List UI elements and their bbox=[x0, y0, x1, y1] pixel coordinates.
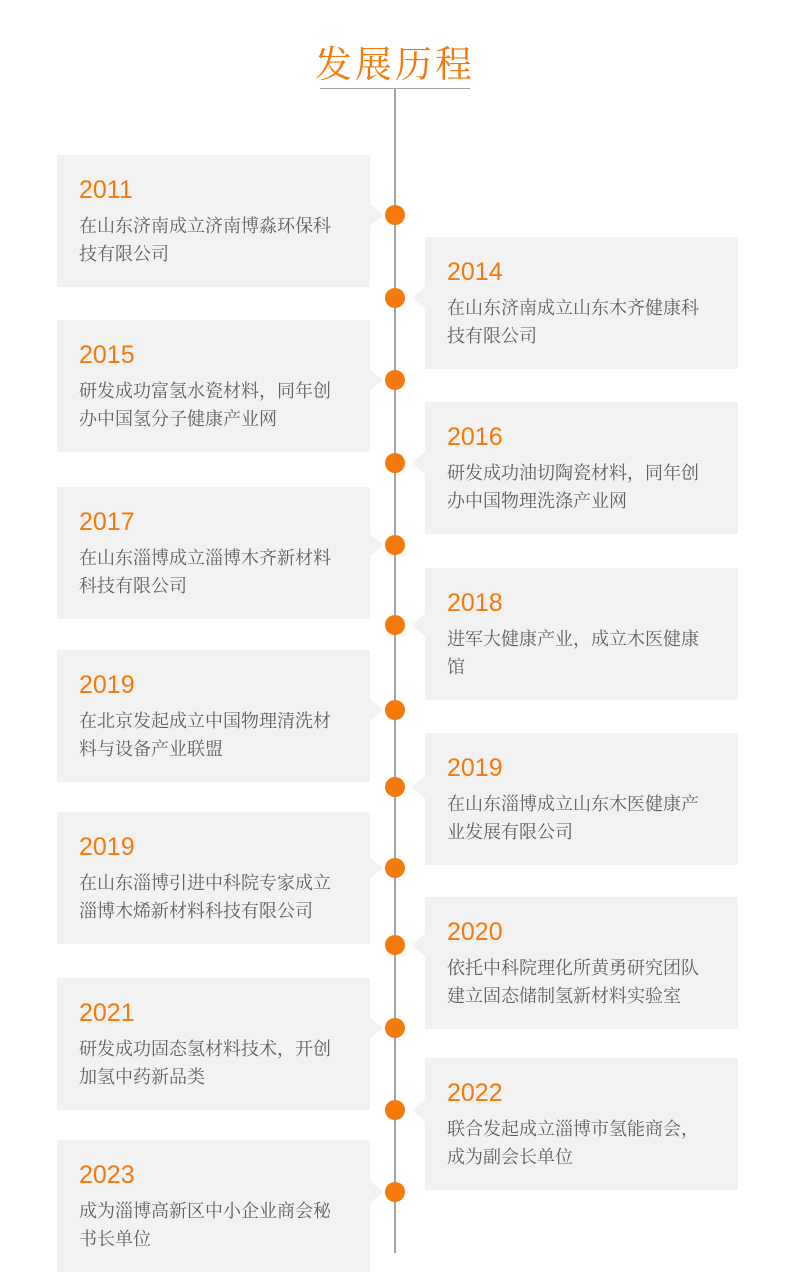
timeline-dot bbox=[385, 535, 405, 555]
timeline-card-2019-left bbox=[57, 650, 370, 782]
card-arrow-pointer bbox=[412, 287, 425, 309]
timeline-card-2016-right bbox=[425, 402, 738, 534]
timeline-dot bbox=[385, 1100, 405, 1120]
timeline-axis bbox=[394, 88, 396, 1253]
timeline-event-text: 在山东淄博成立淄博木齐新材料科技有限公司 bbox=[79, 548, 331, 596]
timeline-year-label: 2020 bbox=[447, 918, 503, 946]
timeline-event-text: 成为淄博高新区中小企业商会秘书长单位 bbox=[79, 1201, 331, 1249]
timeline-event-text: 进军大健康产业，成立木医健康馆 bbox=[447, 629, 699, 677]
card-arrow-pointer bbox=[412, 1099, 425, 1121]
timeline-card-2015-left bbox=[57, 320, 370, 452]
timeline-card-2022-right bbox=[425, 1058, 738, 1190]
card-arrow-pointer bbox=[370, 534, 383, 556]
timeline-event-text: 依托中科院理化所黄勇研究团队建立固态储制氢新材料实验室 bbox=[447, 958, 699, 1006]
timeline-dot bbox=[385, 777, 405, 797]
timeline-event-text: 在山东淄博引进中科院专家成立淄博木烯新材料科技有限公司 bbox=[79, 873, 331, 921]
timeline-year-label: 2014 bbox=[447, 258, 503, 286]
card-arrow-pointer bbox=[412, 934, 425, 956]
timeline-dot bbox=[385, 288, 405, 308]
timeline-card-2011-left bbox=[57, 155, 370, 287]
timeline-year-label: 2016 bbox=[447, 423, 503, 451]
timeline-year-label: 2019 bbox=[447, 754, 503, 782]
card-arrow-pointer bbox=[412, 776, 425, 798]
timeline-year-label: 2019 bbox=[79, 833, 135, 861]
card-arrow-pointer bbox=[412, 452, 425, 474]
timeline-dot bbox=[385, 1018, 405, 1038]
timeline-card-2023-left bbox=[57, 1140, 370, 1272]
timeline-card-2014-right bbox=[425, 237, 738, 369]
card-arrow-pointer bbox=[370, 699, 383, 721]
timeline-year-label: 2017 bbox=[79, 508, 135, 536]
card-arrow-pointer bbox=[370, 369, 383, 391]
timeline-dot bbox=[385, 935, 405, 955]
timeline-event-text: 联合发起成立淄博市氢能商会，成为副会长单位 bbox=[447, 1119, 699, 1167]
timeline-event-text: 研发成功固态氢材料技术，开创加氢中药新品类 bbox=[79, 1039, 331, 1087]
timeline-dot bbox=[385, 700, 405, 720]
timeline-card-2019-left bbox=[57, 812, 370, 944]
timeline-year-label: 2011 bbox=[79, 176, 133, 204]
timeline-dot bbox=[385, 615, 405, 635]
timeline-event-text: 在山东济南成立济南博淼环保科技有限公司 bbox=[79, 216, 331, 264]
timeline-year-label: 2023 bbox=[79, 1161, 135, 1189]
timeline-dot bbox=[385, 858, 405, 878]
card-arrow-pointer bbox=[370, 857, 383, 879]
page-title: 发展历程 bbox=[315, 44, 475, 85]
timeline-card-2021-left bbox=[57, 978, 370, 1110]
timeline-card-2020-right bbox=[425, 897, 738, 1029]
timeline-dot bbox=[385, 370, 405, 390]
timeline-card-2018-right bbox=[425, 568, 738, 700]
timeline-year-label: 2019 bbox=[79, 671, 135, 699]
timeline-event-text: 在山东淄博成立山东木医健康产业发展有限公司 bbox=[447, 794, 699, 842]
timeline-year-label: 2015 bbox=[79, 341, 135, 369]
card-arrow-pointer bbox=[370, 1017, 383, 1039]
timeline-year-label: 2022 bbox=[447, 1079, 503, 1107]
timeline-card-2017-left bbox=[57, 487, 370, 619]
timeline-event-text: 研发成功油切陶瓷材料，同年创办中国物理洗涤产业网 bbox=[447, 463, 699, 511]
timeline-event-text: 在山东济南成立山东木齐健康科技有限公司 bbox=[447, 298, 699, 346]
card-arrow-pointer bbox=[370, 1181, 383, 1203]
timeline-dot bbox=[385, 453, 405, 473]
timeline-event-text: 在北京发起成立中国物理清洗材料与设备产业联盟 bbox=[79, 711, 331, 759]
timeline-year-label: 2021 bbox=[79, 999, 135, 1027]
card-arrow-pointer bbox=[412, 614, 425, 636]
timeline-year-label: 2018 bbox=[447, 589, 503, 617]
card-arrow-pointer bbox=[370, 204, 383, 226]
timeline-card-2019-right bbox=[425, 733, 738, 865]
timeline-dot bbox=[385, 1182, 405, 1202]
timeline-event-text: 研发成功富氢水瓷材料，同年创办中国氢分子健康产业网 bbox=[79, 381, 331, 429]
timeline-dot bbox=[385, 205, 405, 225]
